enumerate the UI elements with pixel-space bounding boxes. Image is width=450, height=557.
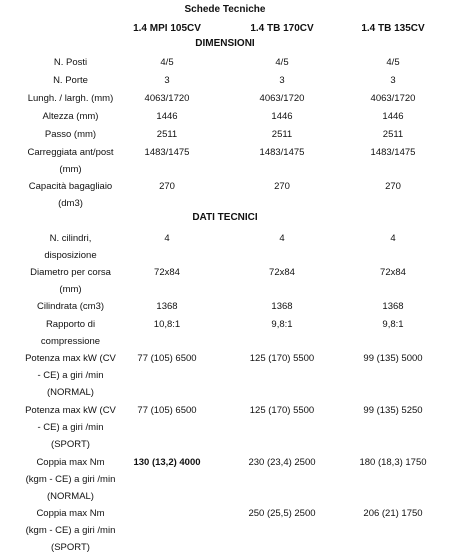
row-label-line: (mm) — [59, 284, 82, 295]
row-value-1: 130 (13,2) 4000 — [133, 457, 201, 468]
section-dati-tecnici: DATI TECNICI — [192, 212, 258, 223]
column-header-tb-170: 1.4 TB 170CV — [250, 23, 314, 34]
row-value-3: 180 (18,3) 1750 — [359, 457, 427, 468]
row-value-3: 1483/1475 — [370, 147, 416, 158]
row-value-2: 1483/1475 — [259, 147, 305, 158]
row-value-1: 1483/1475 — [144, 147, 190, 158]
row-value-2: 270 — [274, 181, 290, 192]
row-value-3: 72x84 — [380, 267, 406, 278]
row-value-2: 3 — [279, 75, 285, 86]
row-value-3: 4 — [390, 233, 396, 244]
row-label-line: (NORMAL) — [47, 387, 94, 398]
row-value-2: 250 (25,5) 2500 — [248, 508, 316, 519]
row-label-line: compressione — [40, 336, 101, 347]
row-value-2: 2511 — [271, 129, 293, 140]
column-header-tb-135: 1.4 TB 135CV — [361, 23, 425, 34]
row-value-3: 9,8:1 — [382, 319, 404, 330]
row-label-line: (kgm - CE) a giri /min — [25, 474, 116, 485]
row-label-line: Potenza max kW (CV — [25, 353, 116, 364]
row-label-line: (SPORT) — [51, 542, 90, 553]
row-label-line: disposizione — [44, 250, 97, 261]
row-label-line: Cilindrata (cm3) — [36, 301, 105, 312]
row-value-3: 4063/1720 — [370, 93, 416, 104]
row-value-1: 1446 — [156, 111, 178, 122]
row-value-2: 4063/1720 — [259, 93, 305, 104]
row-value-2: 1368 — [271, 301, 293, 312]
row-label-line: (kgm - CE) a giri /min — [25, 525, 116, 536]
row-value-2: 72x84 — [269, 267, 295, 278]
row-label-line: Altezza (mm) — [42, 111, 99, 122]
row-label-line: Coppia max Nm — [36, 457, 105, 468]
row-label-line: N. Porte — [53, 75, 88, 86]
row-value-1: 72x84 — [154, 267, 180, 278]
row-value-1: 10,8:1 — [153, 319, 181, 330]
row-label-line: Diametro per corsa — [30, 267, 111, 278]
row-value-3: 4/5 — [386, 57, 400, 68]
row-value-3: 1368 — [382, 301, 404, 312]
row-label-line: - CE) a giri /min — [37, 370, 104, 381]
row-value-2: 125 (170) 5500 — [249, 353, 315, 364]
row-label-line: Lungh. / largh. (mm) — [27, 93, 114, 104]
row-label-line: N. Posti — [53, 57, 88, 68]
row-value-3: 99 (135) 5250 — [363, 405, 423, 416]
row-value-1: 2511 — [156, 129, 178, 140]
page-title: Schede Tecniche — [184, 4, 266, 15]
row-value-1: 4063/1720 — [144, 93, 190, 104]
row-value-2: 125 (170) 5500 — [249, 405, 315, 416]
row-value-1: 270 — [159, 181, 175, 192]
row-value-1: 3 — [164, 75, 170, 86]
row-value-1: 4/5 — [160, 57, 174, 68]
row-value-1: 77 (105) 6500 — [137, 353, 197, 364]
row-label-line: Carreggiata ant/post — [27, 147, 114, 158]
row-value-1: 1368 — [156, 301, 178, 312]
row-label-line: - CE) a giri /min — [37, 422, 104, 433]
row-value-3: 270 — [385, 181, 401, 192]
row-label-line: Potenza max kW (CV — [25, 405, 116, 416]
row-label-line: Passo (mm) — [44, 129, 97, 140]
row-value-2: 4 — [279, 233, 285, 244]
row-label-line: (dm3) — [58, 198, 83, 209]
column-header-mpi-105: 1.4 MPI 105CV — [133, 23, 201, 34]
row-value-1: 77 (105) 6500 — [137, 405, 197, 416]
row-label-line: (mm) — [59, 164, 82, 175]
row-value-1: 4 — [164, 233, 170, 244]
row-value-3: 1446 — [382, 111, 404, 122]
section-dimensioni: DIMENSIONI — [195, 38, 255, 49]
row-label-line: N. cilindri, — [49, 233, 92, 244]
row-value-3: 3 — [390, 75, 396, 86]
row-value-2: 9,8:1 — [271, 319, 293, 330]
row-value-3: 2511 — [382, 129, 404, 140]
row-label-line: Rapporto di — [45, 319, 96, 330]
row-value-3: 206 (21) 1750 — [363, 508, 423, 519]
row-value-2: 1446 — [271, 111, 293, 122]
row-label-line: (SPORT) — [51, 439, 90, 450]
row-label-line: Capacità bagagliaio — [28, 181, 113, 192]
row-label-line: (NORMAL) — [47, 491, 94, 502]
row-value-2: 4/5 — [275, 57, 289, 68]
row-label-line: Coppia max Nm — [36, 508, 105, 519]
row-label — [4, 505, 137, 556]
row-value-2: 230 (23,4) 2500 — [248, 457, 316, 468]
row-value-3: 99 (135) 5000 — [363, 353, 423, 364]
